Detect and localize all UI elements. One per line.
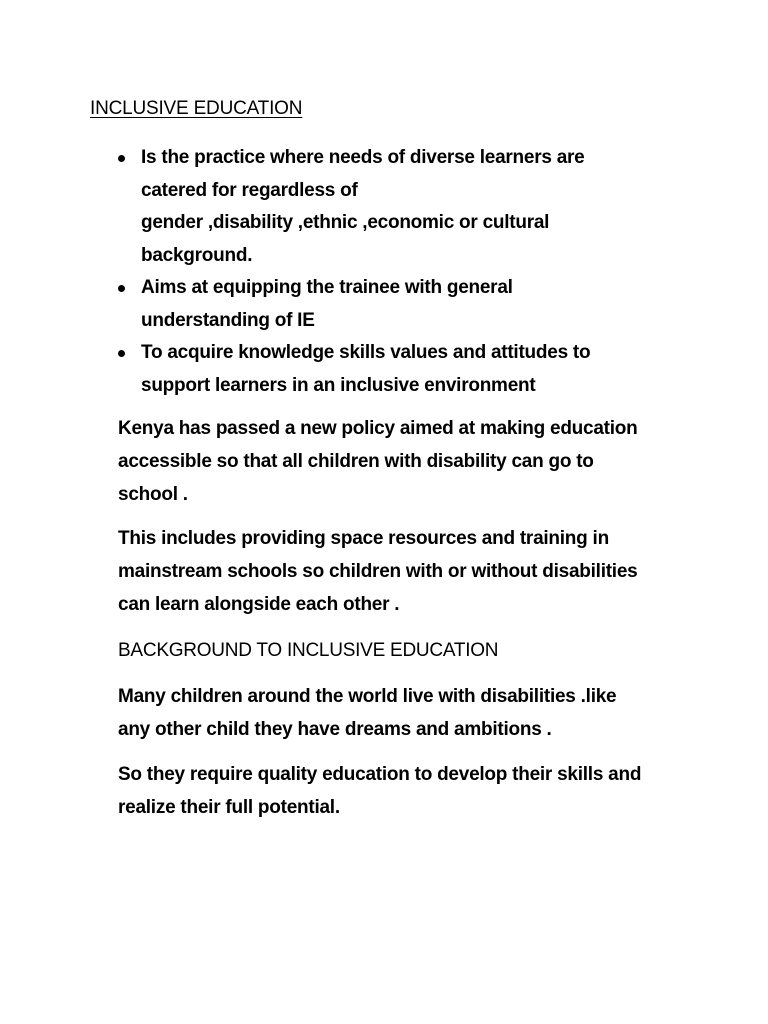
section-subheading bbox=[118, 634, 698, 667]
list-item bbox=[118, 337, 638, 402]
list-item bbox=[118, 272, 638, 337]
list-item-line: understanding of IE bbox=[141, 309, 315, 331]
bullet-icon bbox=[118, 285, 125, 292]
list-item-line: background. bbox=[141, 244, 253, 266]
paragraph-line: school . bbox=[118, 484, 188, 505]
paragraph-space-resources bbox=[118, 522, 698, 621]
paragraph-line: mainstream schools so children with or without disabilities bbox=[118, 561, 638, 582]
list-item-line: support learners in an inclusive environment bbox=[141, 374, 536, 396]
subheading-text: BACKGROUND TO INCLUSIVE EDUCATION bbox=[118, 640, 499, 661]
paragraph-line: Kenya has passed a new policy aimed at making education bbox=[118, 418, 638, 439]
list-item-line: Aims at equipping the trainee with general bbox=[141, 277, 513, 298]
paragraph-line: accessible so that all children with disability can go to bbox=[118, 451, 594, 472]
paragraph-line: So they require quality education to develop their skills and bbox=[118, 764, 642, 785]
bullet-icon bbox=[118, 350, 125, 357]
paragraph-line: can learn alongside each other . bbox=[118, 594, 400, 615]
page-title: INCLUSIVE EDUCATION bbox=[90, 98, 303, 119]
paragraph-many-children bbox=[118, 680, 698, 746]
list-item bbox=[118, 142, 638, 272]
bullet-list bbox=[118, 142, 638, 402]
list-item-line: gender ,disability ,ethnic ,economic or cultural bbox=[141, 212, 550, 233]
list-item-line: catered for regardless of bbox=[141, 179, 358, 201]
paragraph-line: Many children around the world live with disabilities .like bbox=[118, 686, 617, 707]
list-item-line: Is the practice where needs of diverse learners are bbox=[141, 147, 585, 168]
bullet-icon bbox=[118, 155, 125, 162]
paragraph-line: realize their full potential. bbox=[118, 797, 340, 818]
paragraph-quality-education bbox=[118, 758, 698, 824]
list-item-line: To acquire knowledge skills values and attitudes to bbox=[141, 342, 591, 363]
paragraph-line: This includes providing space resources and training in bbox=[118, 528, 609, 549]
paragraph-kenya-policy bbox=[118, 412, 698, 511]
paragraph-line: any other child they have dreams and ambitions . bbox=[118, 719, 552, 740]
